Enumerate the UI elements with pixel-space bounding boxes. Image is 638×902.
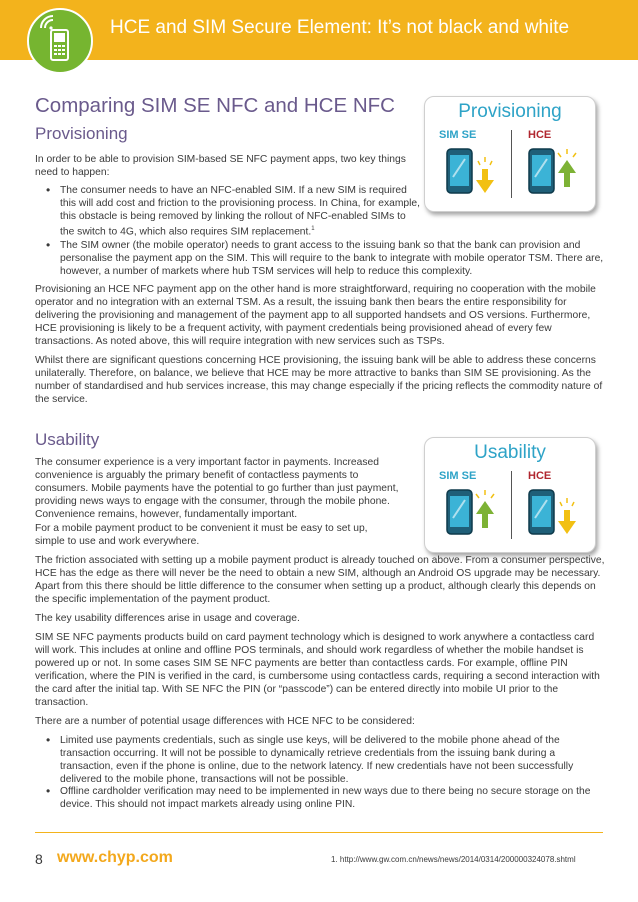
sim-se-label: SIM SE: [439, 470, 477, 482]
usability-paragraph-2: For a mobile payment product to be convenient it must be easy to set up, simple to use and work everywhere.: [35, 523, 368, 547]
footnote-marker: 1: [311, 226, 315, 232]
usability-bullet-2: • Offline cardholder verification may need to be implemented in new ways due to there being no secure storage on the device. This should not impact markets already using online PIN.: [60, 785, 605, 811]
hce-label: HCE: [528, 129, 552, 141]
usability-comparison-panel: [424, 437, 596, 553]
green-up-arrow-icon: [558, 149, 576, 187]
green-up-arrow-icon: [476, 490, 494, 528]
header-band: [0, 0, 638, 60]
website-link[interactable]: www.chyp.com: [57, 849, 173, 866]
provisioning-intro: In order to be able to provision SIM-based SE NFC payment apps, two key things need to happen:: [35, 154, 406, 178]
section-title-usability: Usability: [35, 430, 100, 449]
usability-paragraph-3: The friction associated with setting up a mobile payment product is already touched on above. From a consumer perspective, HCE has the edge as there will never be the need to obtain a new SIM, although an Android OS upgrade may be necessary. Apart from this there should be little difference to the consumer when setting up a product, although clearly this depends on the specific implementation of the payment product.: [35, 555, 605, 605]
page-title: Comparing SIM SE NFC and HCE NFC: [35, 94, 395, 117]
header-title: HCE and SIM Secure Element: It’s not black and white: [110, 17, 570, 38]
provisioning-comparison-panel: [424, 96, 596, 212]
sim-se-label: SIM SE: [439, 129, 477, 141]
provisioning-paragraph-1: Provisioning an HCE NFC payment app on the other hand is more straightforward, requiring no cooperation with the mobile operator and no integration with an external TSM. As a result, the issuing bank then bears the entire responsibility for delivering the provisioning and management of the payment app to all supported handsets and OS versions. Furthermore, HCE provisioning is likely to be a frequent activity, with payment credentials being provisioned ahead of every few transactions. As noted above, this will require integration with new services such as TSPs.: [35, 284, 596, 347]
sim-se-phone-icon: [445, 488, 505, 540]
yellow-down-arrow-icon: [476, 157, 494, 193]
provisioning-bullet-2: • The SIM owner (the mobile operator) needs to grant access to the issuing bank so that the bank can provision and personalise the payment app on the SIM. This will require to the bank to integrate with mobile operator TSM. There are, however, a number of markets where hub TSM services will help to reduce this complexity.: [60, 239, 605, 278]
usability-paragraph-6: There are a number of potential usage differences with HCE NFC to be considered:: [35, 716, 415, 727]
footnote: 1. http://www.gw.com.cn/news/news/2014/0314/200000324078.shtml: [331, 855, 576, 864]
panel-divider: [511, 130, 512, 198]
provisioning-bullet-1-text: The consumer needs to have an NFC-enabled SIM. If a new SIM is required this will add cost and friction to the provisioning process. In China, for example, this obstacle is being removed by linking the rollout of NFC-enabled SIMs to the switch to 4G, which also requires SIM replacement.: [60, 185, 420, 238]
hce-label: HCE: [528, 470, 552, 482]
usability-paragraph-4: The key usability differences arise in usage and coverage.: [35, 613, 300, 624]
footer-divider: [35, 832, 603, 833]
usability-paragraph-5: SIM SE NFC payments products build on card payment technology which is designed to work anywhere a contactless card will work. This includes at online and offline POS terminals, and should work regardless of whether the mobile handset is powered up or not. In some cases SIM SE NFC payments are better than contactless cards. For example, offline PIN verification, where the PIN is verified in the card, is cumbersome using contactless cards, requiring a second interaction with the card after the initial tap. With SE NFC the PIN (or “passcode”) can be entered directly into mobile UI prior to the transaction.: [35, 632, 600, 708]
panel-divider: [511, 471, 512, 539]
mobile-phone-wireless-icon: [27, 8, 93, 74]
page-number: 8: [35, 851, 43, 867]
section-title-provisioning: Provisioning: [35, 124, 128, 143]
provisioning-bullet-1: [60, 184, 420, 238]
hce-phone-icon: [527, 488, 587, 540]
usability-bullet-1: • Limited use payments credentials, such as single use keys, will be delivered to the mobile phone ahead of the transaction occurring. It will not be possible to dynamically retrieve credentials from the issuing bank during a transaction, even if the phone is online, due to the network latency. If new credentials have not been successfully delivered to the mobile phone, transactions will not be possible.: [60, 734, 605, 786]
provisioning-panel-title: Provisioning: [458, 101, 562, 122]
provisioning-paragraph-2: Whilst there are significant questions concerning HCE provisioning, the issuing bank will be able to address these concerns unilaterally. Therefore, on balance, we believe that HCE may be more attractive to banks than SIM SE provisioning. As the number of standardised and hub services increase, this may change especially if the pricing reflects the commodity nature of the service.: [35, 355, 603, 405]
sim-se-phone-icon: [445, 147, 505, 199]
usability-paragraph-1: The consumer experience is a very important factor in payments. Increased convenience is arguably the primary benefit of contactless payments to consumers. Mobile payments have the potential to go further than just payment, providing news ways to engage with the consumer, through the mobile phone. Convenience remains, however, fundamentally important.: [35, 457, 399, 520]
usability-panel-title: Usability: [474, 442, 546, 463]
hce-phone-icon: [527, 147, 587, 199]
yellow-down-arrow-icon: [558, 498, 576, 534]
